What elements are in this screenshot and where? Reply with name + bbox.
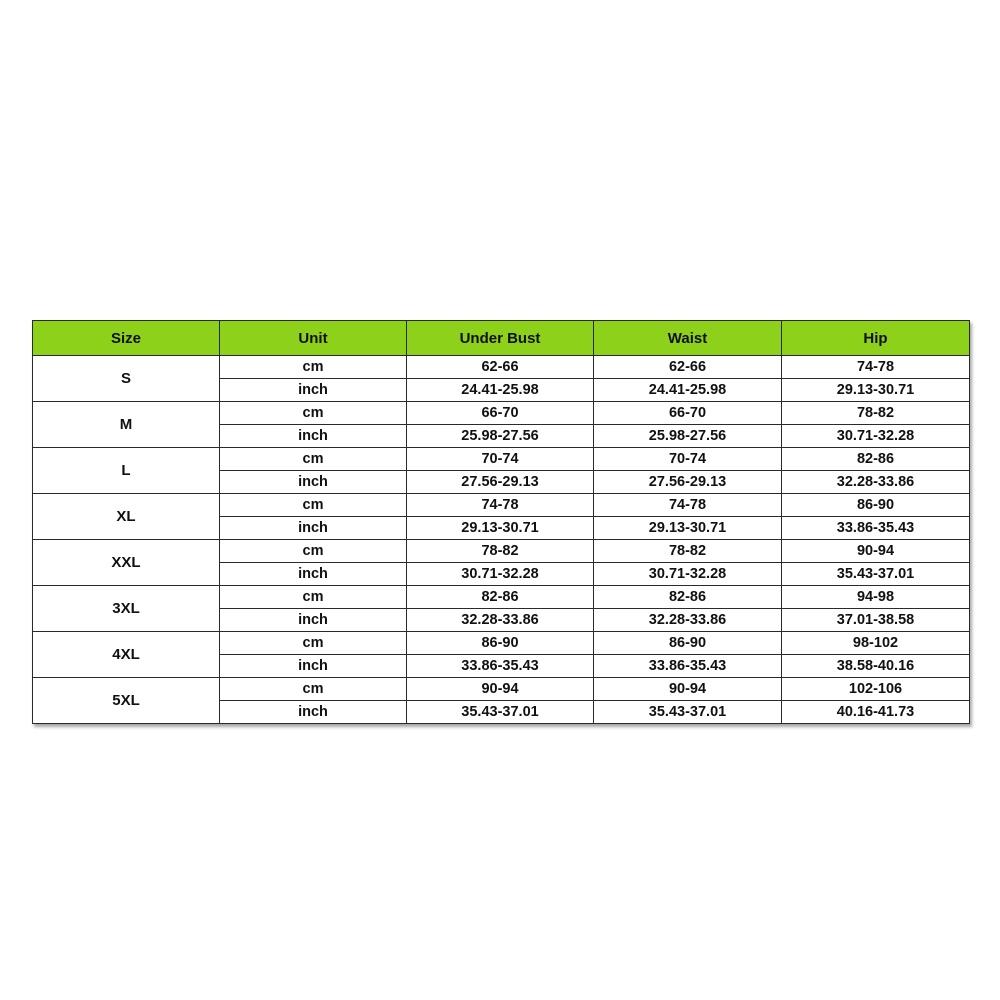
size-label-cell: XL	[33, 494, 220, 540]
waist-cell: 82-86	[594, 586, 782, 609]
table-row	[33, 540, 970, 563]
hip-cell: 98-102	[782, 632, 970, 655]
under-bust-cell: 24.41-25.98	[407, 379, 594, 402]
under-bust-cell: 66-70	[407, 402, 594, 425]
size-chart-header	[33, 321, 970, 356]
under-bust-cell: 27.56-29.13	[407, 471, 594, 494]
hip-cell: 94-98	[782, 586, 970, 609]
unit-cell: inch	[220, 655, 407, 678]
waist-cell: 32.28-33.86	[594, 609, 782, 632]
header-size: Size	[33, 321, 220, 356]
hip-cell: 32.28-33.86	[782, 471, 970, 494]
waist-cell: 33.86-35.43	[594, 655, 782, 678]
under-bust-cell: 86-90	[407, 632, 594, 655]
hip-cell: 40.16-41.73	[782, 701, 970, 724]
under-bust-cell: 70-74	[407, 448, 594, 471]
hip-cell: 90-94	[782, 540, 970, 563]
hip-cell: 86-90	[782, 494, 970, 517]
hip-cell: 82-86	[782, 448, 970, 471]
header-waist: Waist	[594, 321, 782, 356]
unit-cell: inch	[220, 609, 407, 632]
waist-cell: 29.13-30.71	[594, 517, 782, 540]
waist-cell: 74-78	[594, 494, 782, 517]
table-row	[33, 586, 970, 609]
unit-cell: cm	[220, 678, 407, 701]
hip-cell: 35.43-37.01	[782, 563, 970, 586]
waist-cell: 62-66	[594, 356, 782, 379]
table-row	[33, 356, 970, 379]
waist-cell: 24.41-25.98	[594, 379, 782, 402]
waist-cell: 70-74	[594, 448, 782, 471]
unit-cell: cm	[220, 494, 407, 517]
under-bust-cell: 32.28-33.86	[407, 609, 594, 632]
hip-cell: 29.13-30.71	[782, 379, 970, 402]
unit-cell: inch	[220, 517, 407, 540]
hip-cell: 102-106	[782, 678, 970, 701]
size-label-cell: 4XL	[33, 632, 220, 678]
unit-cell: inch	[220, 563, 407, 586]
hip-cell: 37.01-38.58	[782, 609, 970, 632]
table-row	[33, 448, 970, 471]
under-bust-cell: 35.43-37.01	[407, 701, 594, 724]
waist-cell: 25.98-27.56	[594, 425, 782, 448]
table-row	[33, 402, 970, 425]
under-bust-cell: 25.98-27.56	[407, 425, 594, 448]
size-chart-body	[33, 356, 970, 724]
waist-cell: 35.43-37.01	[594, 701, 782, 724]
waist-cell: 78-82	[594, 540, 782, 563]
size-label-cell: XXL	[33, 540, 220, 586]
hip-cell: 38.58-40.16	[782, 655, 970, 678]
waist-cell: 27.56-29.13	[594, 471, 782, 494]
size-chart-table	[32, 320, 970, 724]
hip-cell: 30.71-32.28	[782, 425, 970, 448]
size-label-cell: M	[33, 402, 220, 448]
unit-cell: inch	[220, 701, 407, 724]
hip-cell: 33.86-35.43	[782, 517, 970, 540]
header-under-bust: Under Bust	[407, 321, 594, 356]
under-bust-cell: 78-82	[407, 540, 594, 563]
header-hip: Hip	[782, 321, 970, 356]
hip-cell: 74-78	[782, 356, 970, 379]
waist-cell: 66-70	[594, 402, 782, 425]
header-row	[33, 321, 970, 356]
table-row	[33, 678, 970, 701]
waist-cell: 90-94	[594, 678, 782, 701]
under-bust-cell: 74-78	[407, 494, 594, 517]
under-bust-cell: 30.71-32.28	[407, 563, 594, 586]
unit-cell: cm	[220, 402, 407, 425]
size-label-cell: L	[33, 448, 220, 494]
under-bust-cell: 82-86	[407, 586, 594, 609]
under-bust-cell: 29.13-30.71	[407, 517, 594, 540]
unit-cell: cm	[220, 448, 407, 471]
table-row	[33, 494, 970, 517]
unit-cell: inch	[220, 379, 407, 402]
hip-cell: 78-82	[782, 402, 970, 425]
unit-cell: inch	[220, 425, 407, 448]
waist-cell: 86-90	[594, 632, 782, 655]
unit-cell: cm	[220, 540, 407, 563]
waist-cell: 30.71-32.28	[594, 563, 782, 586]
under-bust-cell: 62-66	[407, 356, 594, 379]
under-bust-cell: 33.86-35.43	[407, 655, 594, 678]
unit-cell: cm	[220, 586, 407, 609]
under-bust-cell: 90-94	[407, 678, 594, 701]
unit-cell: cm	[220, 356, 407, 379]
size-label-cell: 3XL	[33, 586, 220, 632]
unit-cell: inch	[220, 471, 407, 494]
header-unit: Unit	[220, 321, 407, 356]
size-label-cell: 5XL	[33, 678, 220, 724]
size-label-cell: S	[33, 356, 220, 402]
unit-cell: cm	[220, 632, 407, 655]
table-row	[33, 632, 970, 655]
